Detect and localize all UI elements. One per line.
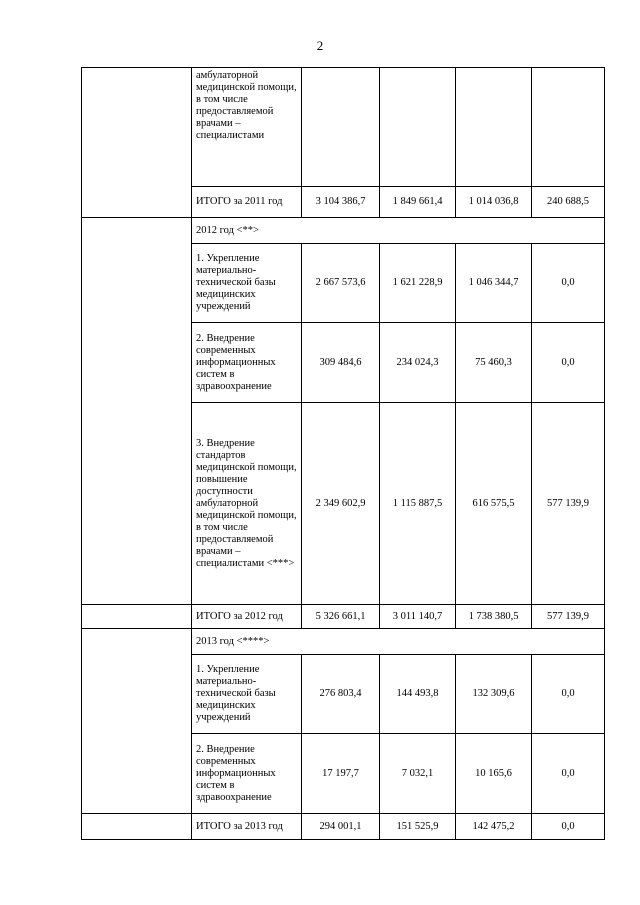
row-label: ИТОГО за 2013 год [192,814,302,840]
value-cell: 151 525,9 [380,814,456,840]
value-cell: 17 197,7 [302,734,380,814]
row-label: 3. Внедрение стандартов медицинской помощи, повышение доступности амбулаторной медицинской помощи, в том числе предоставляемой врачами – специалистами <***> [192,403,302,605]
value-cell: 2 667 573,6 [302,244,380,323]
row-label: амбулаторной медицинской помощи, в том числе предоставляемой врачами – специалистами [192,68,302,187]
row-label: 2. Внедрение современных информационных систем в здравоохранение [192,734,302,814]
value-cell: 1 621 228,9 [380,244,456,323]
value-cell: 1 738 380,5 [456,605,532,629]
year-heading: 2012 год <**> [192,218,605,244]
value-cell [380,68,456,187]
year-heading: 2013 год <****> [192,629,605,655]
value-cell: 3 104 386,7 [302,187,380,218]
value-cell: 2 349 602,9 [302,403,380,605]
value-cell: 7 032,1 [380,734,456,814]
value-cell: 0,0 [532,655,605,734]
row-label: 2. Внедрение современных информационных систем в здравоохранение [192,323,302,403]
value-cell: 3 011 140,7 [380,605,456,629]
table-row-total-2012 [82,605,605,629]
page-number: 2 [316,38,324,53]
value-cell: 616 575,5 [456,403,532,605]
value-cell: 577 139,9 [532,605,605,629]
value-cell: 142 475,2 [456,814,532,840]
row-label: ИТОГО за 2012 год [192,605,302,629]
value-cell: 0,0 [532,814,605,840]
value-cell: 240 688,5 [532,187,605,218]
value-cell: 0,0 [532,734,605,814]
row-label: ИТОГО за 2011 год [192,187,302,218]
value-cell: 1 115 887,5 [380,403,456,605]
value-cell: 1 014 036,8 [456,187,532,218]
value-cell [302,68,380,187]
value-cell: 132 309,6 [456,655,532,734]
table-row-year-2013 [82,629,605,655]
value-cell: 144 493,8 [380,655,456,734]
value-cell: 309 484,6 [302,323,380,403]
value-cell: 577 139,9 [532,403,605,605]
spanning-cell [82,814,192,840]
value-cell: 0,0 [532,323,605,403]
program-funding-table [81,67,605,840]
value-cell [456,68,532,187]
row-label: 1. Укрепление материально-технической базы медицинских учреждений [192,244,302,323]
table-row-total-2013 [82,814,605,840]
value-cell: 234 024,3 [380,323,456,403]
value-cell: 276 803,4 [302,655,380,734]
value-cell: 5 326 661,1 [302,605,380,629]
value-cell: 294 001,1 [302,814,380,840]
table-row-continued [82,68,605,187]
value-cell: 1 849 661,4 [380,187,456,218]
table-row-year-2012 [82,218,605,244]
value-cell: 10 165,6 [456,734,532,814]
value-cell: 1 046 344,7 [456,244,532,323]
value-cell [532,68,605,187]
spanning-cell [82,629,192,814]
spanning-cell [82,68,192,218]
value-cell: 75 460,3 [456,323,532,403]
spanning-cell [82,218,192,605]
row-label: 1. Укрепление материально-технической базы медицинских учреждений [192,655,302,734]
value-cell: 0,0 [532,244,605,323]
spanning-cell [82,605,192,629]
